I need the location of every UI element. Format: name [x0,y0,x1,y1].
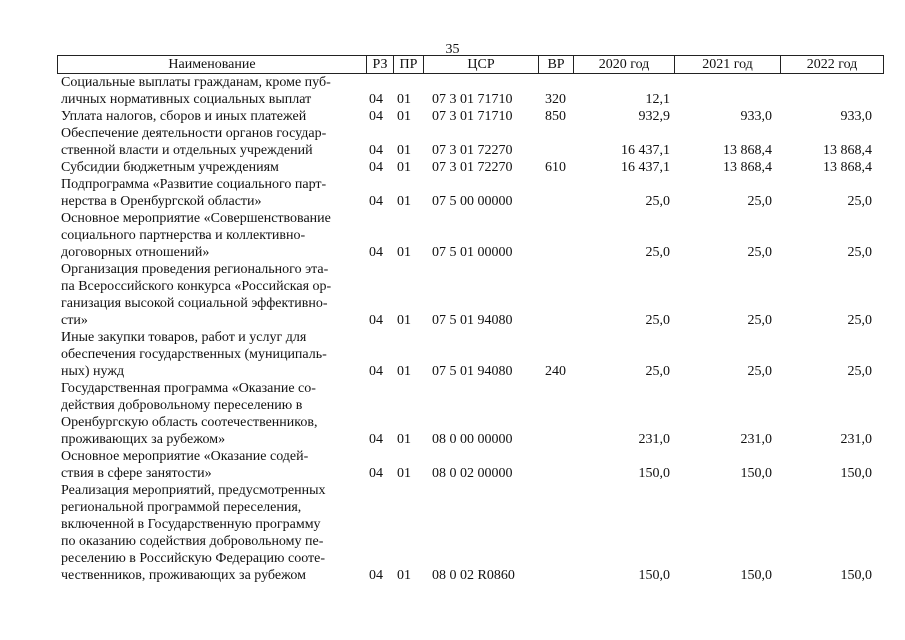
page-number: 35 [445,42,460,57]
pr-cell: 01 [397,568,411,583]
csr-cell: 07 5 01 94080 [432,364,513,379]
value-2022-cell: 13 868,4 [823,143,872,158]
csr-cell: 08 0 02 R0860 [432,568,515,583]
rz-cell: 04 [369,143,383,158]
row-name-line: Субсидии бюджетным учреждениям [61,160,279,175]
row-name-line: обеспечения государственных (муниципаль- [61,347,327,362]
pr-cell: 01 [397,313,411,328]
value-2020-cell: 25,0 [645,194,670,209]
header-vr: ВР [538,55,574,74]
value-2022-cell: 150,0 [840,466,872,481]
csr-cell: 08 0 00 00000 [432,432,513,447]
pr-cell: 01 [397,194,411,209]
rz-cell: 04 [369,313,383,328]
row-name-line: чественников, проживающих за рубежом [61,568,306,583]
row-name-line: проживающих за рубежом» [61,432,226,447]
header-2020: 2020 год [573,55,675,74]
rz-cell: 04 [369,432,383,447]
csr-cell: 07 3 01 72270 [432,143,513,158]
value-2021-cell: 25,0 [747,245,772,260]
row-name-line: ствия в сфере занятости» [61,466,212,481]
header-csr: ЦСР [423,55,539,74]
value-2020-cell: 231,0 [638,432,670,447]
csr-cell: 07 3 01 71710 [432,109,513,124]
value-2022-cell: 25,0 [847,364,872,379]
rz-cell: 04 [369,364,383,379]
rz-cell: 04 [369,466,383,481]
csr-cell: 08 0 02 00000 [432,466,513,481]
pr-cell: 01 [397,143,411,158]
value-2020-cell: 932,9 [638,109,670,124]
header-2022: 2022 год [780,55,884,74]
pr-cell: 01 [397,160,411,175]
csr-cell: 07 3 01 72270 [432,160,513,175]
row-name-line: Оренбургскую область соотечественников, [61,415,318,430]
row-name-line: Государственная программа «Оказание со- [61,381,316,396]
rz-cell: 04 [369,92,383,107]
row-name-line: ственной власти и отдельных учреждений [61,143,313,158]
value-2022-cell: 25,0 [847,313,872,328]
row-name-line: Уплата налогов, сборов и иных платежей [61,109,307,124]
value-2022-cell: 13 868,4 [823,160,872,175]
value-2020-cell: 25,0 [645,364,670,379]
vr-cell: 320 [545,92,566,107]
row-name-line: действия добровольному переселению в [61,398,303,413]
value-2021-cell: 933,0 [740,109,772,124]
row-name-line: Основное мероприятие «Совершенствование [61,211,331,226]
value-2022-cell: 25,0 [847,245,872,260]
row-name-line: Основное мероприятие «Оказание содей- [61,449,309,464]
vr-cell: 240 [545,364,566,379]
row-name-line: региональной программой переселения, [61,500,302,515]
value-2020-cell: 16 437,1 [621,143,670,158]
pr-cell: 01 [397,92,411,107]
header-name: Наименование [57,55,367,74]
row-name-line: договорных отношений» [61,245,210,260]
pr-cell: 01 [397,245,411,260]
value-2021-cell: 231,0 [740,432,772,447]
row-name-line: Организация проведения регионального эта- [61,262,329,277]
rz-cell: 04 [369,160,383,175]
value-2022-cell: 231,0 [840,432,872,447]
value-2021-cell: 150,0 [740,466,772,481]
csr-cell: 07 3 01 71710 [432,92,513,107]
pr-cell: 01 [397,466,411,481]
pr-cell: 01 [397,109,411,124]
value-2020-cell: 25,0 [645,245,670,260]
value-2021-cell: 13 868,4 [723,143,772,158]
rz-cell: 04 [369,245,383,260]
value-2020-cell: 16 437,1 [621,160,670,175]
header-pr: ПР [393,55,424,74]
value-2022-cell: 25,0 [847,194,872,209]
rz-cell: 04 [369,194,383,209]
row-name-line: по оказанию содействия добровольному пе- [61,534,324,549]
row-name-line: ных) нужд [61,364,125,379]
value-2020-cell: 150,0 [638,466,670,481]
row-name-line: Обеспечение деятельности органов государ- [61,126,327,141]
row-name-line: па Всероссийского конкурса «Российская ор- [61,279,332,294]
value-2021-cell: 150,0 [740,568,772,583]
row-name-line: Социальные выплаты гражданам, кроме пуб- [61,75,331,90]
vr-cell: 850 [545,109,566,124]
pr-cell: 01 [397,432,411,447]
row-name-line: реселению в Российскую Федерацию соотe- [61,551,325,566]
header-2021: 2021 год [674,55,781,74]
row-name-line: Иные закупки товаров, работ и услуг для [61,330,307,345]
row-name-line: Подпрограмма «Развитие социального парт- [61,177,327,192]
csr-cell: 07 5 01 00000 [432,245,513,260]
value-2020-cell: 12,1 [645,92,670,107]
row-name-line: личных нормативных социальных выплат [61,92,312,107]
value-2022-cell: 150,0 [840,568,872,583]
csr-cell: 07 5 00 00000 [432,194,513,209]
csr-cell: 07 5 01 94080 [432,313,513,328]
header-rz: РЗ [366,55,394,74]
row-name-line: Реализация мероприятий, предусмотренных [61,483,326,498]
vr-cell: 610 [545,160,566,175]
row-name-line: нерства в Оренбургской области» [61,194,262,209]
pr-cell: 01 [397,364,411,379]
value-2021-cell: 25,0 [747,313,772,328]
value-2021-cell: 13 868,4 [723,160,772,175]
row-name-line: сти» [61,313,88,328]
row-name-line: социального партнерства и коллективно- [61,228,306,243]
rz-cell: 04 [369,568,383,583]
value-2020-cell: 25,0 [645,313,670,328]
value-2022-cell: 933,0 [840,109,872,124]
value-2021-cell: 25,0 [747,364,772,379]
value-2021-cell: 25,0 [747,194,772,209]
rz-cell: 04 [369,109,383,124]
value-2020-cell: 150,0 [638,568,670,583]
row-name-line: ганизация высокой социальной эффективно- [61,296,328,311]
row-name-line: включенной в Государственную программу [61,517,321,532]
